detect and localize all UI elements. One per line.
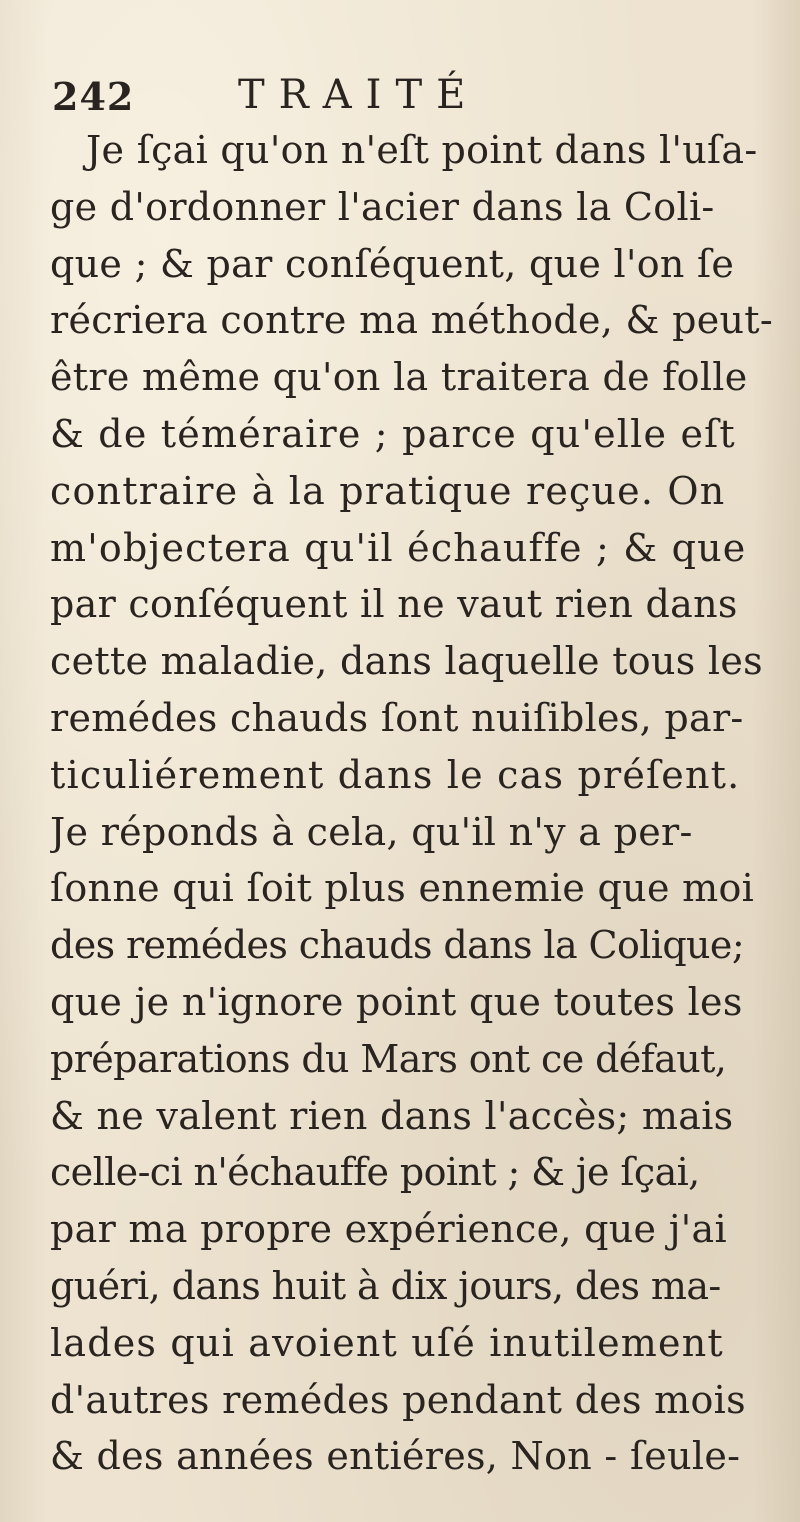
text-line: que je n'ignore point que toutes les <box>50 979 743 1024</box>
text-line: être même qu'on la traitera de folle <box>50 355 748 400</box>
text-line: celle-ci n'échauffe point ; & je ſçai, <box>50 1150 700 1195</box>
text-line: & ne valent rien dans l'accès; mais <box>50 1093 734 1138</box>
running-head: TRAITÉ <box>238 72 480 118</box>
text-line: cette maladie, dans laquelle tous les <box>50 639 763 684</box>
text-line: m'objectera qu'il échauffe ; & que <box>50 525 747 570</box>
text-line: par ma propre expérience, que j'ai <box>50 1207 727 1252</box>
text-line: d'autres remédes pendant des mois <box>50 1377 746 1422</box>
text-line: ticuliérement dans le cas préſent. <box>50 752 741 797</box>
text-line: récriera contre ma méthode, & peut- <box>50 298 773 343</box>
text-line: des remédes chauds dans la Colique; <box>50 923 745 968</box>
text-line: que ; & par conſéquent, que l'on ſe <box>50 241 735 286</box>
body-text <box>50 122 795 1485</box>
text-line: lades qui avoient uſé inutilement <box>50 1320 724 1365</box>
text-line: par conſéquent il ne vaut rien dans <box>50 582 738 627</box>
text-line: ſonne qui ſoit plus ennemie que moi <box>50 866 755 911</box>
page-header <box>52 64 752 124</box>
text-line: préparations du Mars ont ce défaut, <box>50 1036 727 1081</box>
text-line: guéri, dans huit à dix jours, des ma- <box>50 1263 721 1308</box>
text-line: ge d'ordonner l'acier dans la Coli- <box>50 184 715 229</box>
text-line: & de téméraire ; parce qu'elle eſt <box>50 411 736 456</box>
text-line: & des années entiéres, Non - ſeule- <box>50 1434 741 1479</box>
text-line: Je ſçai qu'on n'eſt point dans l'uſa- <box>86 128 758 172</box>
text-line: Je réponds à cela, qu'il n'y a per- <box>50 809 693 854</box>
page-number: 242 <box>52 74 135 119</box>
text-line: remédes chauds ſont nuiſibles, par- <box>50 695 744 740</box>
text-line: contraire à la pratique reçue. On <box>50 468 726 513</box>
